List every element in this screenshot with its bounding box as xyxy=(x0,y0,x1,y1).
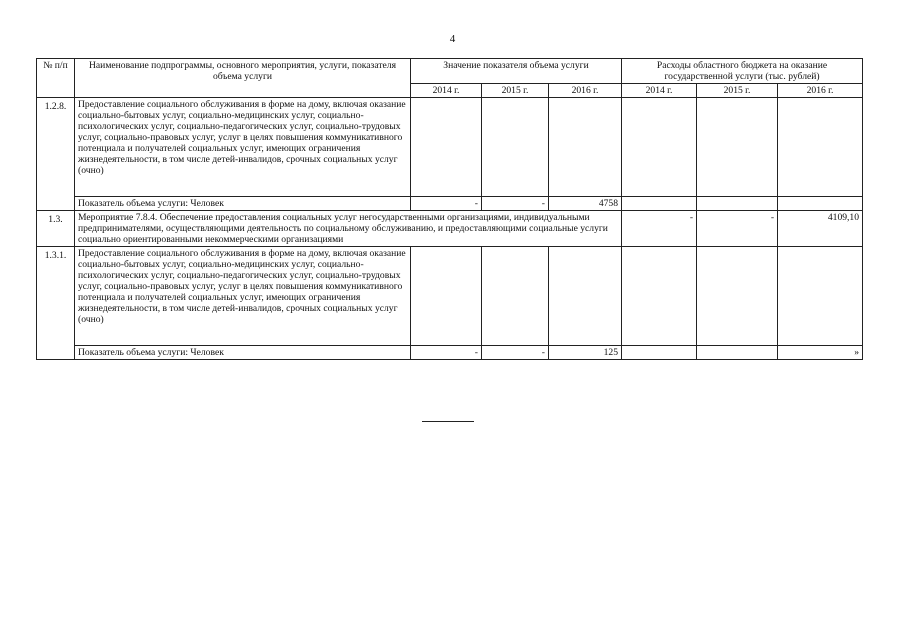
indicator-label: Показатель объема услуги: Человек xyxy=(75,346,411,360)
budget-2014: - xyxy=(622,211,697,247)
header-year-budget-2016: 2016 г. xyxy=(778,84,863,98)
header-year-volume-2016: 2016 г. xyxy=(549,84,622,98)
value-2014: - xyxy=(411,346,482,360)
header-year-volume-2014: 2014 г. xyxy=(411,84,482,98)
service-description: Предоставление социального обслуживания в форме на дому, включая оказание социально-бытовых услуг, социально-медицинских услуг, социально-психологических услуг, социально-педагогических услуг, социально-трудовых услуг, социально-правовых услуг, услуг в целях повышения коммуникативного потенциала и получателей социальных услуг, имеющих ограничения жизнедеятельности, в том числе детей-инвалидов, срочных социальных услуг (очно) xyxy=(75,247,411,346)
closing-quote: » xyxy=(778,346,863,360)
table-row xyxy=(37,346,863,360)
table-row xyxy=(37,197,863,211)
services-table xyxy=(36,58,863,360)
table-row xyxy=(37,247,863,346)
header-year-budget-2014: 2014 г. xyxy=(622,84,697,98)
budget-2015: - xyxy=(697,211,778,247)
header-year-budget-2015: 2015 г. xyxy=(697,84,778,98)
budget-2016: 4109,10 xyxy=(778,211,863,247)
header-name: Наименование подпрограммы, основного мероприятия, услуги, показателя объема услуги xyxy=(75,59,411,98)
value-2015: - xyxy=(482,346,549,360)
end-divider xyxy=(422,421,474,422)
indicator-label: Показатель объема услуги: Человек xyxy=(75,197,411,211)
value-2015: - xyxy=(482,197,549,211)
header-volume: Значение показателя объема услуги xyxy=(411,59,622,84)
header-year-volume-2015: 2015 г. xyxy=(482,84,549,98)
header-budget: Расходы областного бюджета на оказание государственной услуги (тыс. рублей) xyxy=(622,59,863,84)
value-2016: 125 xyxy=(549,346,622,360)
measure-description: Мероприятие 7.8.4. Обеспечение предоставления социальных услуг негосударственными организациями, индивидуальными предпринимателями, осуществляющими деятельность по социальному обслуживанию, и предоставляющими социальные услуги социально ориентированными некоммерческими организациями xyxy=(75,211,622,247)
header-num: № п/п xyxy=(37,59,75,98)
row-number: 1.2.8. xyxy=(37,98,75,211)
table-row xyxy=(37,211,863,247)
row-number: 1.3.1. xyxy=(37,247,75,360)
row-number: 1.3. xyxy=(37,211,75,247)
service-description: Предоставление социального обслуживания в форме на дому, включая оказание социально-бытовых услуг, социально-медицинских услуг, социально-психологических услуг, социально-педагогических услуг, социально-трудовых услуг, социально-правовых услуг, услуг в целях повышения коммуникативного потенциала и получателей социальных услуг, имеющих ограничения жизнедеятельности, в том числе детей-инвалидов, срочных социальных услуг (очно) xyxy=(75,98,411,197)
value-2016: 4758 xyxy=(549,197,622,211)
value-2014: - xyxy=(411,197,482,211)
table-row xyxy=(37,98,863,197)
page-number: 4 xyxy=(449,33,456,45)
